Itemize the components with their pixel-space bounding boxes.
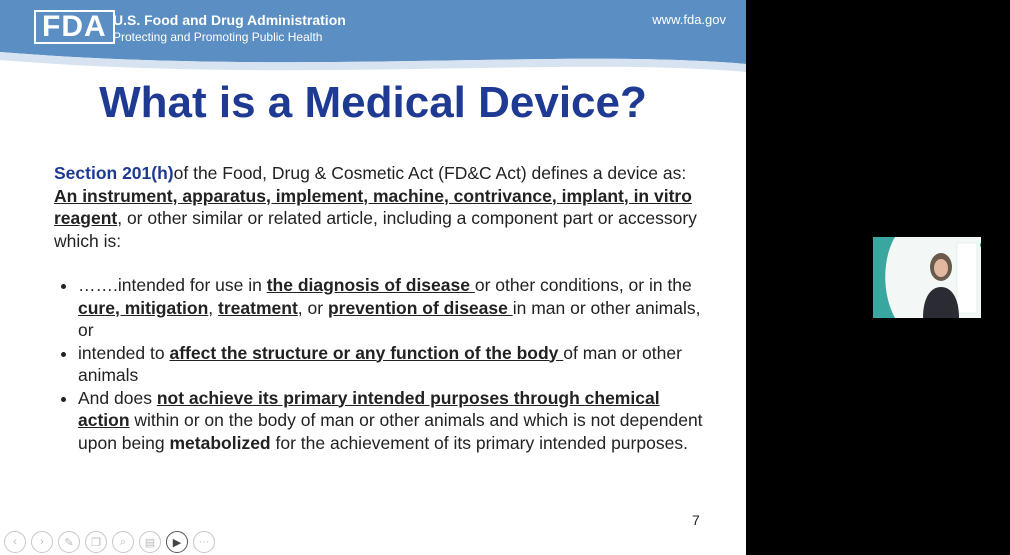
bullet-list bbox=[54, 274, 714, 454]
copy-icon[interactable]: ❐ bbox=[85, 531, 107, 553]
intro-text: of the Food, Drug & Cosmetic Act (FD&C Act) defines a device as: bbox=[173, 163, 687, 183]
bullet-item bbox=[78, 342, 714, 387]
bullet-text: of man or other animals bbox=[78, 342, 682, 385]
site-url: www.fda.gov bbox=[652, 12, 726, 27]
zoom-icon[interactable]: ⌕ bbox=[112, 531, 134, 553]
bullet-text: , bbox=[208, 297, 219, 318]
definition-text: , or other similar or related article, including a component part or accessory which is: bbox=[54, 208, 697, 251]
camera-icon[interactable]: ▶ bbox=[166, 531, 188, 553]
agency-tagline: Protecting and Promoting Public Health bbox=[113, 30, 323, 44]
bullet-text: …….intended for use in bbox=[78, 275, 267, 295]
slide-title: What is a Medical Device? bbox=[99, 78, 647, 127]
presenter-video-frame bbox=[873, 237, 981, 318]
presentation-toolbar bbox=[4, 531, 215, 553]
subtitles-icon[interactable]: ▤ bbox=[139, 531, 161, 553]
definition-paragraph bbox=[54, 185, 714, 253]
bullet-item bbox=[78, 274, 714, 342]
bullet-text: And does bbox=[78, 387, 157, 408]
agency-name: U.S. Food and Drug Administration bbox=[113, 12, 346, 28]
pen-icon[interactable]: ✎ bbox=[58, 531, 80, 553]
more-icon[interactable]: ··· bbox=[193, 531, 215, 553]
page-number: 7 bbox=[692, 512, 700, 528]
bullet-emphasis: cure, mitigation bbox=[78, 297, 209, 318]
bullet-emphasis: prevention of disease bbox=[327, 297, 513, 318]
bullet-text: for the achievement of its primary intended purposes. bbox=[270, 432, 688, 453]
bullet-text: intended to bbox=[78, 342, 170, 363]
bullet-emphasis: affect the structure or any function of the body bbox=[169, 342, 564, 363]
bullet-text: in man or other animals, or bbox=[78, 297, 701, 340]
section-reference: Section 201(h) bbox=[54, 163, 174, 183]
bullet-text: or other conditions, or in the bbox=[474, 275, 692, 295]
intro-paragraph bbox=[54, 162, 714, 185]
bullet-emphasis: treatment bbox=[218, 297, 298, 318]
bullet-item bbox=[78, 387, 714, 455]
bullet-text: within or on the body of man or other animals and which is not dependent upon being bbox=[78, 410, 703, 453]
next-icon[interactable]: › bbox=[31, 531, 53, 553]
slide-body bbox=[54, 162, 714, 454]
presenter-video-thumbnail[interactable] bbox=[873, 237, 981, 318]
bullet-bold: metabolized bbox=[169, 432, 271, 453]
slide-header bbox=[0, 0, 746, 78]
fda-logo: FDA bbox=[34, 10, 115, 44]
prev-icon[interactable]: ‹ bbox=[4, 531, 26, 553]
definition-lead: An instrument, apparatus, implement, machine, contrivance, implant, in vitro reagent bbox=[54, 185, 692, 228]
bullet-text: , or bbox=[297, 297, 328, 318]
bullet-emphasis: the diagnosis of disease bbox=[266, 275, 475, 295]
bullet-emphasis: not achieve its primary intended purposes through chemical action bbox=[78, 387, 660, 430]
